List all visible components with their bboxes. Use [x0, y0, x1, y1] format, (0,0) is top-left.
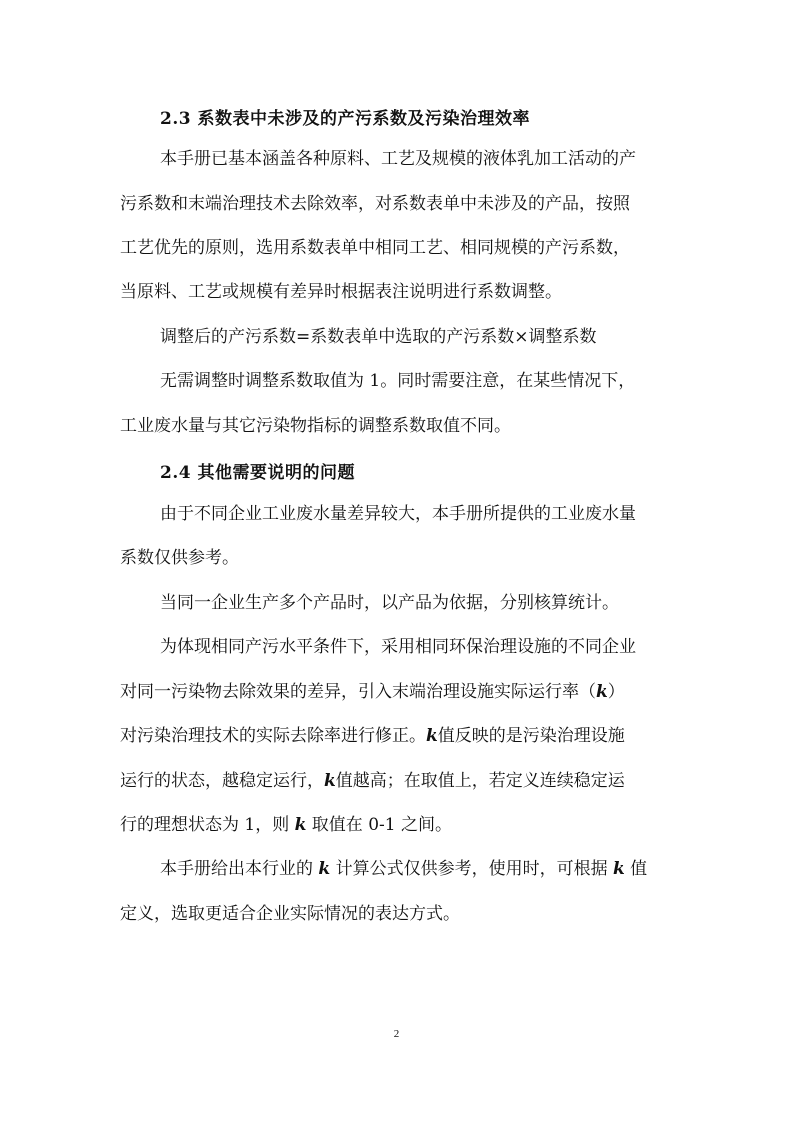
paragraph-line: 定义，选取更适合企业实际情况的表达方式。 [120, 904, 460, 924]
text-run: 本手册给出本行业的 [160, 859, 319, 879]
k-symbol: k [613, 859, 625, 879]
formula-line: 调整后的产污系数=系数表单中选取的产污系数×调整系数 [160, 327, 597, 347]
text-run: 运行的状态，越稳定运行， [120, 771, 324, 791]
paragraph-line: 为体现相同产污水平条件下，采用相同环保治理设施的不同企业 [160, 637, 636, 657]
text-run: 取值在 0-1 之间。 [306, 815, 452, 835]
text-run: ） [607, 682, 625, 702]
text-run: 行的理想状态为 1，则 [120, 815, 295, 835]
paragraph-line: 由于不同企业工业废水量差异较大，本手册所提供的工业废水量 [160, 504, 636, 524]
paragraph-line [120, 813, 452, 837]
section-2-4-heading: 2.4 其他需要说明的问题 [160, 463, 355, 483]
text-run: 对同一污染物去除效果的差异，引入末端治理设施实际运行率（ [120, 682, 596, 702]
k-symbol: k [596, 682, 608, 702]
paragraph-line [120, 724, 625, 748]
paragraph-line: 工业废水量与其它污染物指标的调整系数取值不同。 [120, 416, 511, 436]
k-symbol: k [294, 815, 307, 835]
text-run: 对污染治理技术的实际去除率进行修正。 [120, 726, 426, 746]
paragraph-line: 无需调整时调整系数取值为 1。同时需要注意，在某些情况下， [160, 371, 636, 391]
paragraph-line: 工艺优先的原则，选用系数表单中相同工艺、相同规模的产污系数， [120, 238, 630, 258]
k-symbol: k [426, 726, 438, 746]
paragraph-line: 本手册已基本涵盖各种原料、工艺及规模的液体乳加工活动的产 [160, 149, 636, 169]
paragraph-line [120, 680, 625, 704]
text-run: 计算公式仅供参考，使用时，可根据 [330, 859, 613, 879]
page-number: 2 [393, 1028, 400, 1040]
paragraph-line: 当同一企业生产多个产品时，以产品为依据，分别核算统计。 [160, 593, 619, 613]
k-symbol: k [324, 771, 336, 791]
paragraph-line: 污系数和末端治理技术去除效率，对系数表单中未涉及的产品，按照 [120, 194, 630, 214]
text-run: 值反映的是污染治理设施 [437, 726, 625, 746]
paragraph-line [160, 857, 647, 881]
text-run: 值 [624, 859, 648, 879]
paragraph-line: 系数仅供参考。 [120, 548, 239, 568]
paragraph-line: 当原料、工艺或规模有差异时根据表注说明进行系数调整。 [120, 282, 562, 302]
paragraph-line [120, 769, 625, 793]
k-symbol: k [318, 859, 331, 879]
section-2-3-heading: 2.3 系数表中未涉及的产污系数及污染治理效率 [160, 109, 530, 129]
text-run: 值越高；在取值上，若定义连续稳定运 [335, 771, 625, 791]
